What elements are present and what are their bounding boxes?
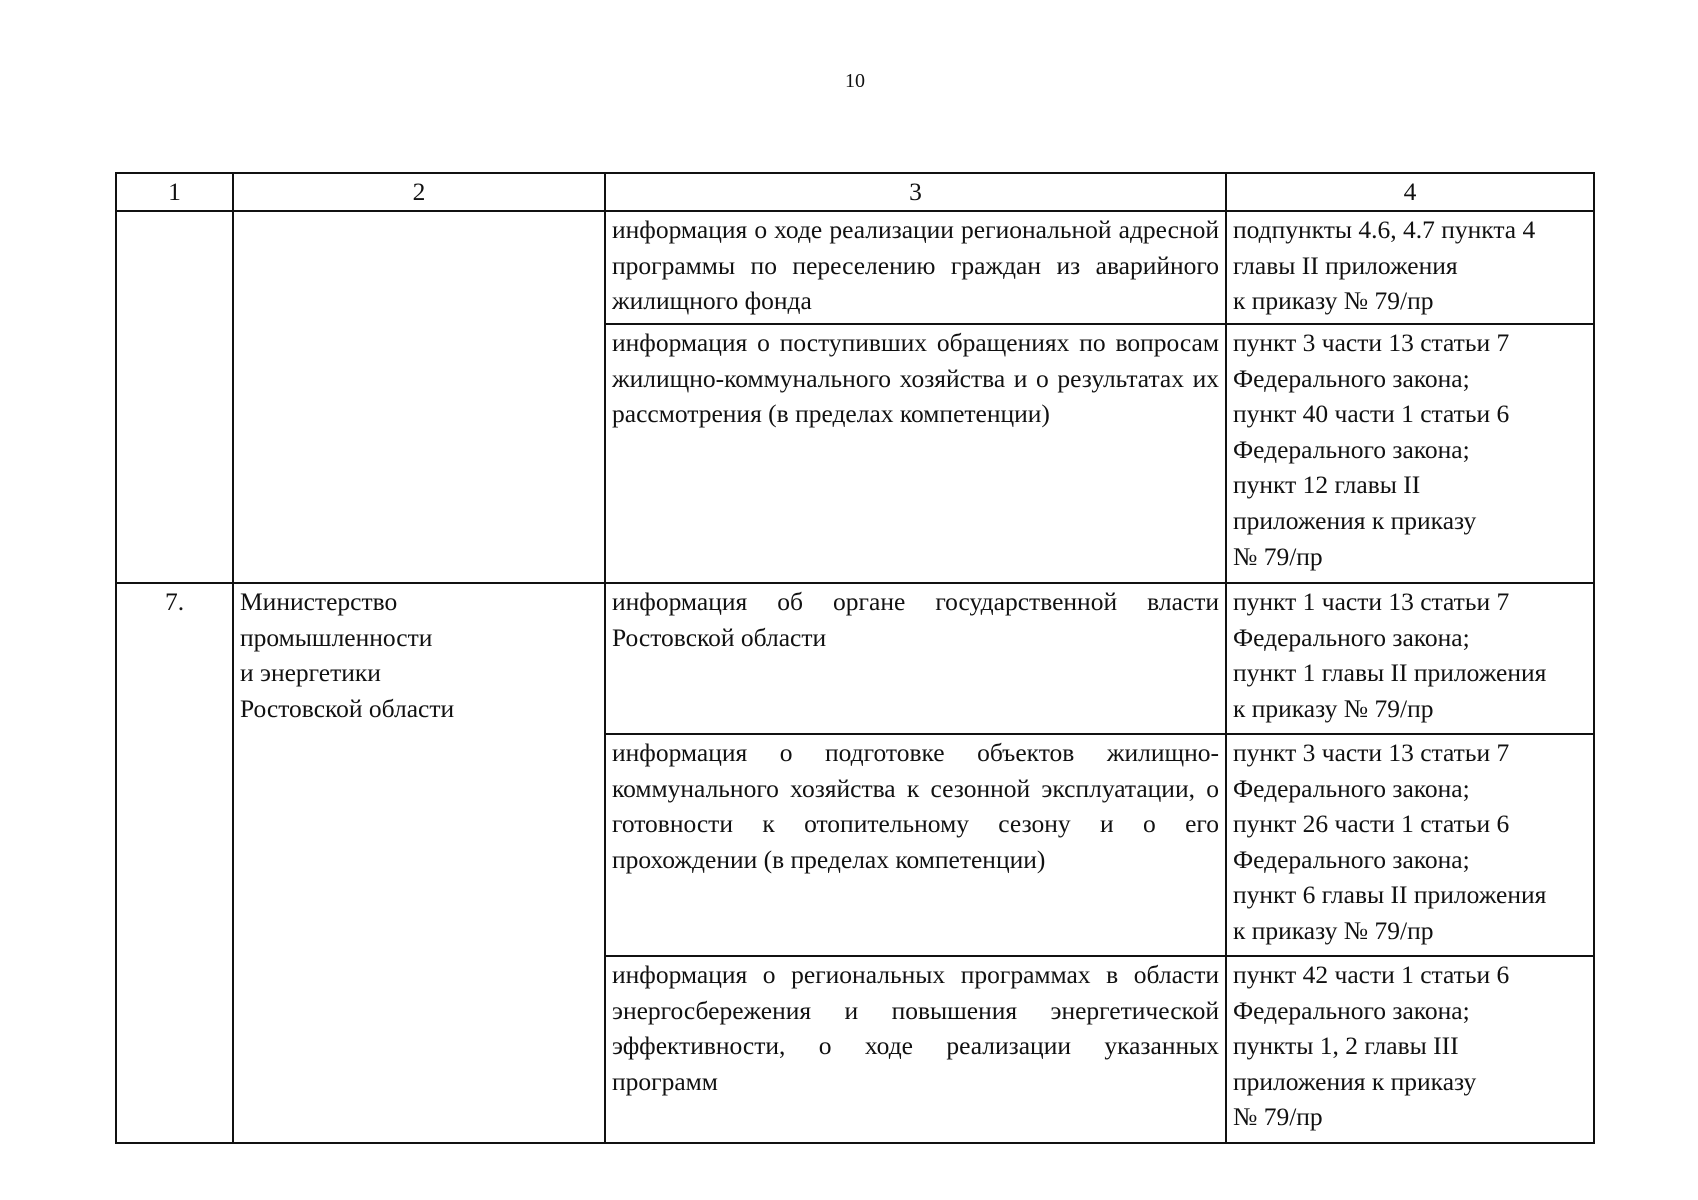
information-cell: информация о подготовке объектов жилищно-коммунального хозяйства к сезонной эксплуатации, о готовности к отопительному сезону и о его прохождении (в пределах компетенции) — [605, 734, 1226, 956]
column-header-4: 4 — [1226, 173, 1594, 211]
information-cell: информация об органе государственной власти Ростовской области — [605, 583, 1226, 734]
row-number-cell: 7. — [116, 583, 233, 1143]
legal-basis-cell: пункт 3 части 13 статьи 7 Федерального закона; пункт 26 части 1 статьи 6 Федерального закона; пункт 6 главы II приложения к приказу № 79/пр — [1226, 734, 1594, 956]
legal-basis-cell: подпункты 4.6, 4.7 пункта 4 главы II приложения к приказу № 79/пр — [1226, 211, 1594, 324]
column-header-1: 1 — [116, 173, 233, 211]
row-number-cell-empty — [116, 211, 233, 583]
table-header-row — [116, 173, 1594, 211]
table-row — [116, 583, 1594, 734]
column-header-3: 3 — [605, 173, 1226, 211]
information-cell: информация о региональных программах в области энергосбережения и повышения энергетической эффективности, о ходе реализации указанных программ — [605, 956, 1226, 1143]
table-row — [116, 211, 1594, 324]
document-table — [115, 172, 1595, 1144]
page-number: 10 — [845, 70, 865, 92]
organization-cell: Министерство промышленности и энергетики Ростовской области — [233, 583, 605, 1143]
information-cell: информация о поступивших обращениях по вопросам жилищно-коммунального хозяйства и о результатах их рассмотрения (в пределах компетенции) — [605, 324, 1226, 583]
information-cell: информация о ходе реализации региональной адресной программы по переселению граждан из аварийного жилищного фонда — [605, 211, 1226, 324]
organization-cell-empty — [233, 211, 605, 583]
legal-basis-cell: пункт 1 части 13 статьи 7 Федерального закона; пункт 1 главы II приложения к приказу № 79/пр — [1226, 583, 1594, 734]
legal-basis-cell: пункт 42 части 1 статьи 6 Федерального закона; пункты 1, 2 главы III приложения к приказу № 79/пр — [1226, 956, 1594, 1143]
column-header-2: 2 — [233, 173, 605, 211]
legal-basis-cell: пункт 3 части 13 статьи 7 Федерального закона; пункт 40 части 1 статьи 6 Федерального закона; пункт 12 главы II приложения к приказу № 79/пр — [1226, 324, 1594, 583]
